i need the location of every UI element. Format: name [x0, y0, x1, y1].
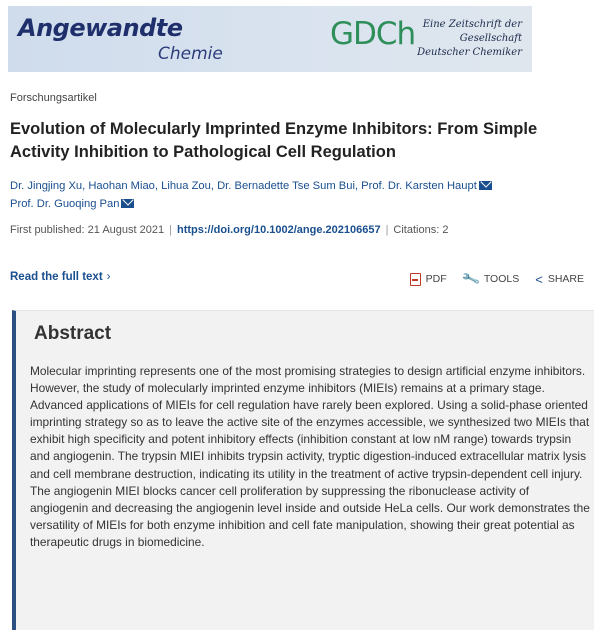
mail-icon[interactable] — [121, 199, 134, 208]
abstract-body: Molecular imprinting represents one of the most promising strategies to design artificial enzyme inhibitors. However, the study of molecularly imprinted enzyme inhibitors (MIEIs) remains at a primary stage. Advanced applications of MIEIs for cell regulation have rarely been explored. Using a solid-phase oriented imprinting strategy so as to leave the active site of the enzymes accessible, we synthesized two MIEIs that exhibit high specificity and potent inhibitory effects (inhibition constant at low nM range) towards trypsin and angiogenin. The trypsin MIEI inhibits trypsin activity, tryptic digestion-induced extracellular matrix lysis and cell membrane destruction, indicating its utility in the treatment of active trypsin-dependent cell injury. The angiogenin MIEI blocks cancer cell proliferation by suppressing the ribonuclease activity of angiogenin and decreasing the angiogenin level inside and outside HeLa cells. Our work demonstrates the versatility of MIEIs for both enzyme inhibition and cell fate manipulation, showing their great potential as therapeutic drugs in biomedicine. — [30, 364, 590, 549]
separator: | — [169, 224, 172, 236]
gdch-logo: GDCh — [330, 16, 416, 52]
doi-link[interactable]: https://doi.org/10.1002/ange.202106657 — [176, 224, 381, 236]
pdf-button[interactable] — [410, 273, 447, 286]
abstract-section — [12, 310, 594, 630]
abstract-heading: Abstract — [34, 323, 112, 344]
share-button[interactable] — [535, 272, 584, 287]
society-tagline-line2: Gesellschaft — [459, 33, 522, 44]
separator: | — [385, 224, 389, 236]
society-tagline — [417, 18, 522, 60]
society-tagline-line3: Deutscher Chemiker — [417, 47, 522, 58]
mail-icon[interactable] — [479, 181, 492, 190]
article-section-label: Forschungsartikel — [10, 92, 97, 104]
share-icon: < — [535, 271, 543, 287]
citations-count[interactable]: Citations: 2 — [393, 224, 449, 236]
journal-name-chemie: Chemie — [158, 44, 223, 64]
first-published: First published: 21 August 2021 — [10, 224, 165, 236]
article-tools — [410, 268, 584, 289]
share-label: SHARE — [547, 273, 584, 285]
tools-button[interactable] — [460, 268, 520, 289]
authors-line2[interactable]: Prof. Dr. Guoqing Pan — [10, 198, 120, 210]
pdf-label: PDF — [425, 273, 447, 285]
journal-banner[interactable] — [8, 6, 532, 72]
read-full-text-label: Read the full text — [10, 271, 103, 283]
wrench-icon: 🔧 — [460, 268, 481, 289]
chevron-right-icon: › — [106, 271, 111, 283]
tools-label: TOOLS — [483, 273, 520, 285]
society-tagline-line1: Eine Zeitschrift der — [422, 19, 522, 30]
journal-name: Angewandte — [18, 14, 183, 42]
author-list — [10, 177, 595, 213]
read-full-text-link[interactable] — [10, 271, 111, 283]
publication-info — [10, 224, 448, 236]
article-title: Evolution of Molecularly Imprinted Enzyme Inhibitors: From Simple Activity Inhibition to Pathological Cell Regulation — [10, 120, 538, 161]
pdf-icon — [410, 273, 421, 286]
authors-line1[interactable]: Dr. Jingjing Xu, Haohan Miao, Lihua Zou, Dr. Bernadette Tse Sum Bui, Prof. Dr. Karsten Haupt — [10, 180, 477, 192]
